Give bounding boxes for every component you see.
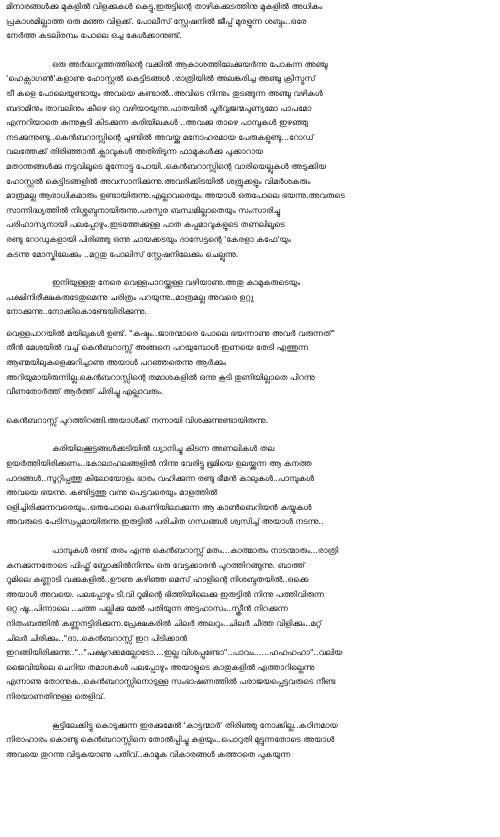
- text-line: ജൈവിയിലെ ചെറിയ തമാശകൾ പലപ്പോഴും അയാളുടെ കാതുകളിൽ എത്താറില്ലെന്നു: [6, 662, 315, 672]
- text-line: ഇറങ്ങിയിരിക്കുന്നു..".."പക്ഷുറക്കമല്ലോടോ....ഇല്ല വിശപ്പുണ്ടോ"..പാവം......ഹഹഹഹാ"..വലിയ: [6, 648, 343, 658]
- text-line: ആണ്മയിലുകളെക്കുറിച്ചാണു അയാൾ പറഞ്ഞതെന്നു ആർക്കും: [6, 358, 227, 368]
- text-line: നിരാഹാരം കൊണ്ടു കെൻബറാസ്സിനെ തോൽപ്പിച്ചു കളയും..പൊറുതി മുട്ടുന്നതോടെ അയാൾ: [6, 735, 335, 745]
- text-line: നേർത്ത കടലിരമ്പം പോലെ ഒച്ച കേൾക്കാനുണ്ട്.: [6, 31, 182, 41]
- text-line: കെൻബറാസ്സ് പുറത്തിറങ്ങി.അയാൾക്ക് നന്നായി വിശക്കുന്നുണ്ടായിരുന്നു.: [6, 415, 269, 425]
- paragraph: [6, 442, 494, 530]
- text-line: മാത്രമല്ല ആരാധികമാരും ഉണ്ടായിരുന്നു.എല്ലാവരെയും അയാൾ ഒരുപോലെ ഭയന്നു.അവരുടെ: [6, 191, 345, 201]
- text-line: ഇനിയുള്ളതു നേരെ വെള്ളപാറയ്ക്കുള്ള വഴിയാണു.അതു കാമുകരുടെയും: [52, 278, 301, 288]
- text-line: പാമ്പുകൾ രണ്ട് തരം എന്നു കെൻബറാസ്സ് മതം...കാത്മാരും നാടന്മാരും...രാത്രി: [52, 546, 339, 555]
- text-line: സാന്നിദ്ധ്യത്തിൽ നിശ്ശബ്ദനായിരുന്നു.പരസ്പര ബന്ധമില്ലാതെയും സംസാരിച്ചു: [6, 205, 281, 215]
- paragraph: [6, 719, 494, 763]
- text-line: എന്നാണു തോന്നുക..കെൻബറാസ്സിനൊടുള്ള സംഭാഷണത്തിൽ പരാജയപ്പെട്ടവരുടെ നീണ്ട: [6, 677, 336, 687]
- text-line: പാദങ്ങൾ..സൂറ്റിപ്പത്തു കിലോയോളം ഭാരം വഹിക്കുന്ന രണ്ടു ഭീമൻ കാലുകൾ..പാമ്പുകൾ: [6, 473, 314, 483]
- text-line: ഒരു അർദ്ധവൃത്തത്തിന്റെ വക്കിൽ ആകാശത്തിലേക്കുയർന്നു പോകുന്ന അഞ്ചു: [52, 59, 328, 69]
- text-line: കൂട്ടിലേക്കിട്ടു കൊടുക്കുന്ന ഇരക്കുമേൽ 'കാട്ടന്മാർ' തിരിഞ്ഞു നോക്കില്ല..കഠിനമായ: [52, 720, 338, 730]
- text-line: കടന്നു മോസ്കിലേക്കും ..മറ്റതു പോലിസ് സ്റ്റേഷനിലേക്കും ചെല്ലുന്നു.: [6, 249, 239, 259]
- paragraph: [6, 58, 494, 262]
- text-line: ഉയർത്തിയിരിക്കണം..കോലാഹലങ്ങളിൽ നിന്നു വേരിട്ടു ഭൂമിയെ ഉലയ്ക്കുന്ന ആ കനത്ത: [6, 459, 312, 469]
- text-line: കരിയിലക്കൂട്ടങ്ങൾക്കടിയിൽ ധ്യാനിച്ചു കിടന്ന അണലികൾ തല: [52, 444, 275, 454]
- paragraph: [6, 276, 494, 320]
- text-line: അയാൾ അവയെ. പലപ്പോഴും ടി.വി റൂമിന്റെ ഭിത്തിയിലെക്കു ഇരുട്ടിൽ നിന്നു പത്തിവിരുന്ന: [6, 589, 324, 599]
- text-line: രണ്ടു റോഡുകളായി പിരിഞ്ഞു ഒന്നു ചായക്കടയും ദാസേട്ടന്റെ 'കേരളാ കഫേ'യും: [6, 234, 291, 244]
- text-line: നോക്കുന്നു..നോക്കികൊണ്ടേയിരിക്കുന്നു.: [6, 307, 147, 317]
- text-line: അവയെ തുറന്നു വിടുകയാണു പതിവ്..കാമുക വികാരങ്ങൾ കത്താതെ പുകയുന്ന: [6, 749, 291, 759]
- text-line: പരിഹാസ്യനായി പലപ്പോഴും.ഇടത്തേക്കുള്ള പാത കപ്പമാവുകളുടെ തണലിലൂടെ: [6, 220, 285, 230]
- text-line: തീൻ മേശയിൽ വച്ച് കെൻബറാസ്സ് അങ്ങനെ പറയുമ്പോൾ ഇണയെ തേടി എത്തുന്ന: [6, 343, 308, 353]
- text-line: ട്രീ കളെ പോലെയുണ്ടായും അവയെ കണ്ടാൽ..അവിടെ നിന്നും തുടങ്ങുന്ന അഞ്ചു വഴികൾ: [6, 88, 323, 98]
- text-line: കനക്കുന്നതോടെ ഫിഫ്ത് ബ്ലോക്കിൽനിന്നും ഒരു വേട്ടക്കാരൻ പുറത്തിറങ്ങുന്നു. ബാത്ത്: [6, 560, 305, 570]
- text-line: മിനാരങ്ങൾക്കു മുകളിൽ വിളക്കുകൾ കെട്ടു.ഇരുട്ടിന്റെ താഴികക്കുടത്തിനു മുകളിൽ അധികം: [6, 2, 323, 11]
- text-line: നിതംബത്തിൽ കണ്ണുനട്ടിരിക്കുന്ന.പ്രേക്ഷകരിൽ ചിലർ അലറും..ചിലർ ചീത്ത വിളിക്കും..മറ്റ്: [6, 618, 322, 628]
- text-line: വെള്ളപാറയിൽ മയിലുകൾ ഉണ്ട്. "കഷ്ടം..ജാരന്മാരെ പോലെ ഭയന്നാണു അവർ വരുന്നത്": [6, 328, 335, 338]
- text-line: അവരുടെ പേടിസ്വപ്നമായിരുന്നു.ഇരുട്ടിൽ പരിചിത ഗന്ധങ്ങൾ ശ്വസിച്ച് അയാൾ നടന്നു..: [6, 517, 324, 527]
- text-line: ഹോസ്റ്റൽ കെട്ടിടങ്ങളിൽ അവസാനിക്കുന്നു.അവരിക്കിടയിൽ ശത്രുക്കളും വിമർശകരും: [6, 176, 311, 186]
- text-line: പക്ഷിനിരീക്ഷകരുടേതുമെന്നു ചരിത്രം പറയുന്നു..മാത്രമല്ല അവരെ ഉറ്റു: [6, 292, 254, 302]
- text-line: ഒളിച്ചിരിക്കുന്നവരെയും..ഒരുപോലെ കെണിയിലാക്കുന്ന ആ കാൺബെറിയൻ കയ്യുകൾ: [6, 502, 312, 512]
- text-line: റൂമിലെ കണ്ണാടി വക്കുകളിൽ..ഊണു കഴിഞ്ഞ മെസ് ഹാളിന്റെ നിശബ്ദതയിൽ..ഒക്കെ: [6, 575, 309, 585]
- text-line: അറിയുമായിരുന്നില്ല.കെൻബറാസ്സിന്റെ തമാശകളിൽ ഒന്നു കൂടി തുണിയില്ലാതെ പിറന്നു: [6, 372, 315, 382]
- text-line: ചിലർ ചിരിക്കും.."ദാ..കെൻബറാസ്സ് ഇറ പിടിക്കാൻ: [6, 633, 188, 643]
- text-line: നടക്കുന്നുണ്ടു..കെൻബറാസ്സിന്റെ ചുണ്ടിൽ അവയ്ക്കു മനോഹരമായ പേരുകളുണ്ടു...റോഡ്: [6, 132, 314, 142]
- text-line: 'ഹെക്സാഗൺ'കളാണു ഹോസ്റ്റൽ കെട്ടിടങ്ങൾ .രാത്രിയിൽ അലങ്കരിച്ച അഞ്ചു ക്രിസ്മസ്: [6, 74, 316, 84]
- paragraph: [6, 544, 494, 705]
- paragraph: [6, 327, 494, 400]
- text-line: നിരയാണതിനുള്ള തെളിവ്.: [6, 691, 106, 701]
- paragraph: [6, 0, 494, 44]
- text-line: പ്രകാശമില്ലാത്ത ഒരു മഞ്ഞ വിളക്ക്. പോലീസ് സ്റ്റേഷനിൽ ജീപ്പ് മുരളുന്ന ശബ്ദം..ഒരേ: [6, 16, 307, 26]
- text-line: ഒറ്റ ഷൂ..പിന്നാലെ ..ചത്ത പല്ലിക്കു മേൽ പതിയുന്ന അട്ടഹാസം..സ്ക്രീൻ നിറക്കുന്ന: [6, 604, 288, 614]
- text-line: മതാന്തങ്ങൾക്കു നടുവിലൂടെ മുന്നോട്ടു പോയി..കെൻബറാസ്സിന്റെ വാരിയെല്ലുകൾ അടുക്കിയ: [6, 161, 327, 171]
- text-line: വീണതോർത്ത് ആർത്ത് ചിരിച്ചു എല്ലാവരും.: [6, 387, 164, 397]
- text-line: ബദാമിനും താവലിനും കീഴെ ഒറ്റ വഴിയായുന്നു.പാതയിൽ പൂർവ്വജന്മപുണ്യമോ പാപമോ: [6, 103, 312, 113]
- text-line: വലത്തേക്ക് തിരിഞ്ഞാൽ ക്ലാവുകൾ അതിരിടുന്ന ഫാമുകൾക്കു പുക്കാറായ: [6, 147, 264, 157]
- paragraph: [6, 414, 494, 429]
- text-line: എന്നറിയാതെ കുന്നുകൂടി കിടക്കുന്ന കരിയിലകൾ ..അവക്കു താഴെ പാമ്പുകൾ ഇഴഞ്ഞു: [6, 118, 309, 128]
- text-line: അവയെ ഭയന്നു. കണ്ടിട്ടത്തു വന്നു പെട്ടവരെയും മാളത്തിൽ: [6, 488, 218, 498]
